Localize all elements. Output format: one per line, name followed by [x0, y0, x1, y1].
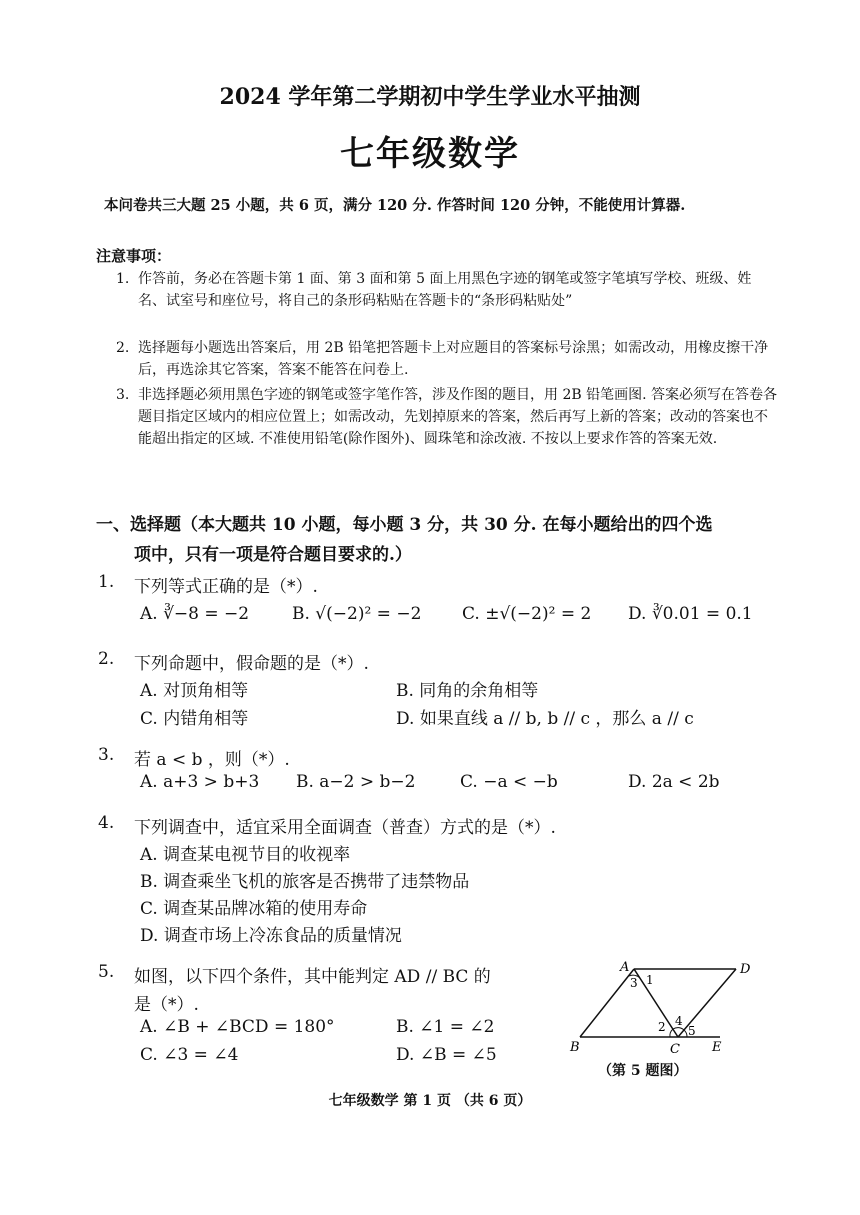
angle-label-5: 5	[688, 1024, 696, 1038]
angle-arc	[684, 1030, 687, 1037]
page-footer: 七年级数学 第 1 页 （共 6 页）	[328, 1093, 532, 1109]
option-a: A. 调查某电视节目的收视率	[140, 845, 351, 865]
option-c: C. ∠3 = ∠4	[140, 1045, 239, 1065]
line-ac	[634, 969, 678, 1037]
notice-heading: 注意事项：	[96, 247, 172, 265]
section-heading-line1: 一、选择题（本大题共 10 小题，每小题 3 分，共 30 分. 在每小题给出的四个选	[96, 515, 713, 535]
angle-label-3: 3	[630, 976, 638, 990]
question-stem: 下列命题中，假命题的是（*）.	[134, 654, 369, 674]
option-a: A. a+3 > b+3	[140, 772, 260, 792]
question-stem-line2: 是（*）.	[134, 995, 199, 1015]
point-label-a: A	[620, 960, 630, 975]
exam-name: 2024 学年第二学期初中学生学业水平抽测	[219, 84, 641, 110]
question-stem: 下列调查中，适宜采用全面调查（普查）方式的是（*）.	[134, 818, 556, 838]
angle-arc	[670, 1029, 673, 1037]
exam-intro: 本问卷共三大题 25 小题，共 6 页，满分 120 分. 作答时间 120 分钟，不能使用计算器.	[104, 197, 686, 214]
option-b: B. 调查乘坐飞机的旅客是否携带了违禁物品	[140, 872, 470, 892]
notice-item-text: 选择题每小题选出答案后，用 2B 铅笔把答题卡上对应题目的答案标号涂黑；如需改动，用橡皮擦干净后，再选涂其它答案，答案不能答在问卷上.	[138, 340, 769, 378]
geometry-figure	[560, 955, 770, 1075]
option-c: C. 调查某品牌冰箱的使用寿命	[140, 899, 368, 919]
notice-item-text: 作答前，务必在答题卡第 1 面、第 3 面和第 5 面上用黑色字迹的钢笔或签字笔填写学校、班级、姓名、试室号和座位号，将自己的条形码粘贴在答题卡的“条形码粘贴处”	[138, 271, 752, 309]
question-stem: 若 a < b ，则（*）.	[134, 750, 290, 770]
option-a: A. ∛−8 = −2	[140, 604, 250, 624]
question-number: 4.	[98, 813, 115, 833]
notice-item-number: 3.	[116, 387, 130, 403]
question-number: 3.	[98, 745, 115, 765]
option-d: D. ∛0.01 = 0.1	[628, 604, 753, 624]
line-ab	[580, 969, 634, 1037]
option-c: C. 内错角相等	[140, 709, 249, 729]
option-c: C. ±√(−2)² = 2	[462, 604, 592, 624]
question-stem: 下列等式正确的是（*）.	[134, 577, 318, 597]
notice-item-text: 非选择题必须用黑色字迹的钢笔或签字笔作答，涉及作图的题目，用 2B 铅笔画图. 答案必须写在答卷各题目指定区域内的相应位置上；如需改动，先划掉原来的答案，然后再写上新的答案；改动的答案也不能超出指定的区域. 不准使用铅笔(除作图外)、圆珠笔和涂改液. 不按以上要求作答的答案无效.	[138, 387, 777, 447]
section-heading-line2: 项中，只有一项是符合题目要求的.）	[134, 545, 412, 565]
point-label-e: E	[712, 1040, 722, 1055]
option-b: B. 同角的余角相等	[396, 681, 539, 701]
option-d: D. 如果直线 a // b, b // c ，那么 a // c	[396, 709, 694, 729]
point-label-c: C	[670, 1042, 680, 1057]
question-number: 5.	[98, 962, 115, 982]
notice-item-3	[116, 384, 778, 450]
angle-label-4: 4	[675, 1014, 683, 1028]
option-a: A. 对顶角相等	[140, 681, 249, 701]
question-number: 2.	[98, 649, 115, 669]
page-title: 七年级数学	[340, 134, 520, 174]
point-label-d: D	[740, 962, 751, 977]
option-b: B. √(−2)² = −2	[292, 604, 422, 624]
notice-item-number: 2.	[116, 340, 130, 356]
question-number: 1.	[98, 572, 115, 592]
option-d: D. 2a < 2b	[628, 772, 720, 792]
angle-label-2: 2	[658, 1020, 666, 1034]
question-stem-line1: 如图，以下四个条件，其中能判定 AD // BC 的	[134, 967, 491, 987]
angle-label-1: 1	[646, 973, 654, 987]
notice-item-1	[116, 268, 778, 312]
option-d: D. ∠B = ∠5	[396, 1045, 497, 1065]
option-a: A. ∠B + ∠BCD = 180°	[140, 1017, 335, 1037]
line-cd	[678, 969, 736, 1037]
notice-item-number: 1.	[116, 271, 130, 287]
point-label-b: B	[570, 1040, 580, 1055]
notice-item-2	[116, 337, 778, 381]
option-c: C. −a < −b	[460, 772, 558, 792]
option-b: B. a−2 > b−2	[296, 772, 416, 792]
figure-caption: （第 5 题图）	[598, 1063, 688, 1079]
option-d: D. 调查市场上冷冻食品的质量情况	[140, 926, 402, 946]
option-b: B. ∠1 = ∠2	[396, 1017, 495, 1037]
